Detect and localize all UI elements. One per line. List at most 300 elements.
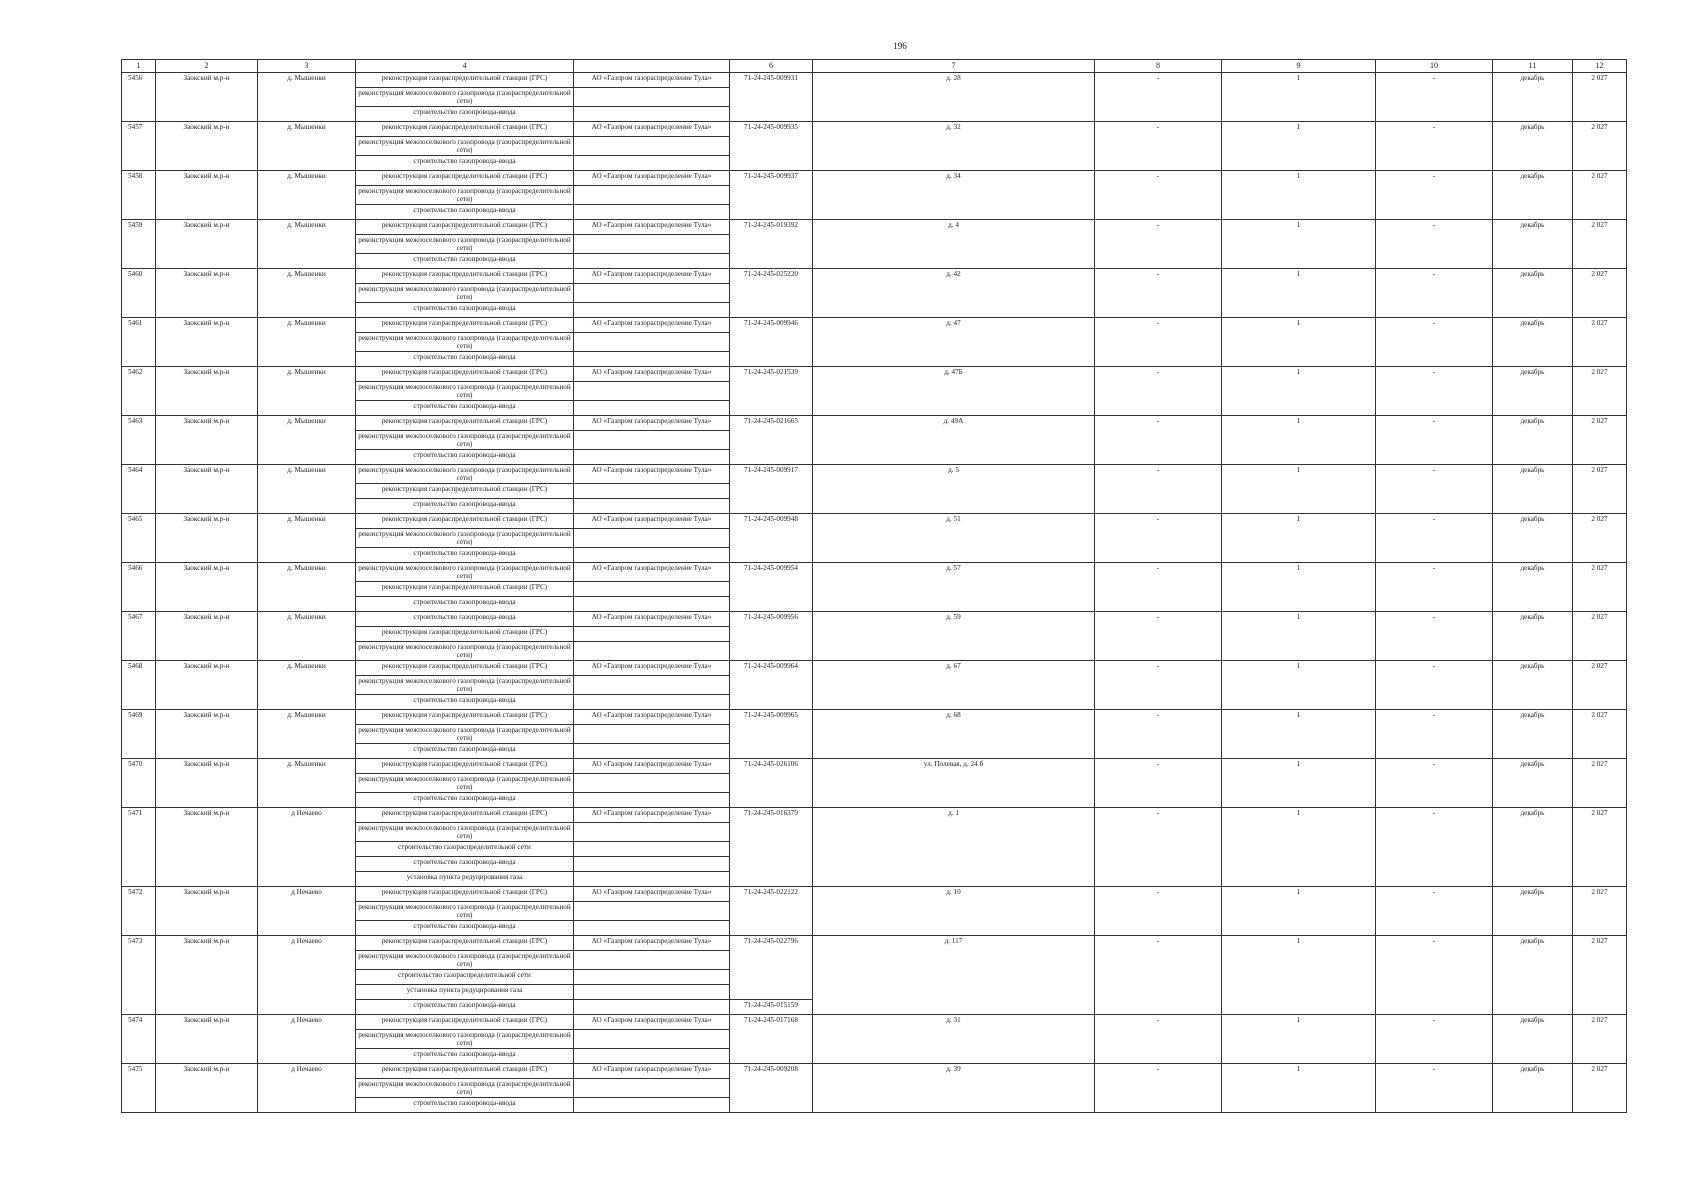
work-type-cell: строительство газопровода-ввода [356,921,574,936]
column-10-cell: - [1376,612,1493,661]
year-cell: 2 027 [1573,465,1627,514]
column-9-cell: 1 [1222,220,1376,269]
organization-cell [574,431,730,450]
row-number: 5456 [122,73,156,122]
row-number: 5468 [122,661,156,710]
address-cell: д. 68 [813,710,1095,759]
organization-cell [574,284,730,303]
organization-cell [574,627,730,642]
organization-cell: АО «Газпром газораспределение Тула» [574,122,730,137]
column-8-cell: - [1095,220,1222,269]
column-10-cell: - [1376,563,1493,612]
row-number: 5463 [122,416,156,465]
address-cell: д. 34 [813,171,1095,220]
work-type-cell: реконструкция газораспределительной станции (ГРС) [356,710,574,725]
work-type-cell: реконструкция межпоселкового газопровода (газораспределительной сети) [356,563,574,582]
year-cell: 2 027 [1573,759,1627,808]
organization-cell [574,744,730,759]
row-number: 5475 [122,1064,156,1113]
work-type-cell: реконструкция газораспределительной станции (ГРС) [356,759,574,774]
year-cell: 2 027 [1573,710,1627,759]
column-8-cell: - [1095,367,1222,416]
organization-cell [574,205,730,220]
application-id-cell: 71-24-245-009937 [730,171,813,220]
application-id-cell: 71-24-245-009946 [730,318,813,367]
row-number: 5459 [122,220,156,269]
year-cell: 2 027 [1573,514,1627,563]
work-type-cell: реконструкция газораспределительной станции (ГРС) [356,220,574,235]
row-number: 5464 [122,465,156,514]
work-type-cell: строительство газопровода-ввода [356,1098,574,1113]
application-id-cell: 71-24-245-026106 [730,759,813,808]
month-cell: декабрь [1493,269,1573,318]
district-cell: Заокский м.р-н [156,220,258,269]
locality-cell: д. Мышенки [258,122,356,171]
column-9-cell: 1 [1222,122,1376,171]
organization-cell [574,823,730,842]
column-8-cell: - [1095,416,1222,465]
month-cell: декабрь [1493,514,1573,563]
organization-cell: АО «Газпром газораспределение Тула» [574,1015,730,1030]
organization-cell [574,902,730,921]
organization-cell [574,872,730,887]
table-row [122,416,1627,431]
work-type-cell: реконструкция газораспределительной станции (ГРС) [356,416,574,431]
work-type-cell: реконструкция межпоселкового газопровода (газораспределительной сети) [356,902,574,921]
year-cell: 2 027 [1573,269,1627,318]
year-cell: 2 027 [1573,122,1627,171]
work-type-cell: реконструкция газораспределительной станции (ГРС) [356,484,574,499]
organization-cell [574,842,730,857]
district-cell: Заокский м.р-н [156,465,258,514]
district-cell: Заокский м.р-н [156,612,258,661]
organization-cell [574,725,730,744]
work-type-cell: строительство газопровода-ввода [356,695,574,710]
work-type-cell: реконструкция межпоселкового газопровода (газораспределительной сети) [356,725,574,744]
column-8-cell: - [1095,1015,1222,1064]
work-type-cell: строительство газопровода-ввода [356,612,574,627]
month-cell: декабрь [1493,318,1573,367]
organization-cell [574,1049,730,1064]
row-number: 5470 [122,759,156,808]
district-cell: Заокский м.р-н [156,416,258,465]
row-number: 5473 [122,936,156,1015]
organization-cell: АО «Газпром газораспределение Тула» [574,759,730,774]
work-type-cell: реконструкция газораспределительной станции (ГРС) [356,269,574,284]
row-number: 5474 [122,1015,156,1064]
organization-cell [574,857,730,872]
table-row [122,808,1627,823]
district-cell: Заокский м.р-н [156,563,258,612]
work-type-cell: реконструкция межпоселкового газопровода (газораспределительной сети) [356,235,574,254]
year-cell: 2 027 [1573,220,1627,269]
work-type-cell: реконструкция межпоселкового газопровода (газораспределительной сети) [356,284,574,303]
table-row [122,1064,1627,1079]
header-cell: 10 [1376,60,1493,73]
organization-cell: АО «Газпром газораспределение Тула» [574,416,730,431]
district-cell: Заокский м.р-н [156,759,258,808]
locality-cell: д. Мышенки [258,73,356,122]
work-type-cell: реконструкция межпоселкового газопровода (газораспределительной сети) [356,382,574,401]
organization-cell [574,484,730,499]
work-type-cell: строительство газопровода-ввода [356,401,574,416]
organization-cell [574,529,730,548]
organization-cell [574,333,730,352]
column-9-cell: 1 [1222,367,1376,416]
district-cell: Заокский м.р-н [156,73,258,122]
organization-cell [574,676,730,695]
column-9-cell: 1 [1222,514,1376,563]
locality-cell: д. Мышенки [258,759,356,808]
work-type-cell: строительство газопровода-ввода [356,793,574,808]
locality-cell: д. Мышенки [258,563,356,612]
work-type-cell: реконструкция межпоселкового газопровода (газораспределительной сети) [356,431,574,450]
column-9-cell: 1 [1222,269,1376,318]
locality-cell: д. Мышенки [258,220,356,269]
column-10-cell: - [1376,122,1493,171]
work-type-cell: реконструкция межпоселкового газопровода (газораспределительной сети) [356,137,574,156]
column-10-cell: - [1376,465,1493,514]
column-8-cell: - [1095,73,1222,122]
work-type-cell: реконструкция газораспределительной станции (ГРС) [356,122,574,137]
column-8-cell: - [1095,171,1222,220]
organization-cell [574,970,730,985]
row-number: 5472 [122,887,156,936]
organization-cell [574,88,730,107]
month-cell: декабрь [1493,1015,1573,1064]
column-9-cell: 1 [1222,808,1376,887]
locality-cell: д. Мышенки [258,269,356,318]
header-row [122,60,1627,73]
locality-cell: д. Мышенки [258,710,356,759]
work-type-cell: реконструкция газораспределительной станции (ГРС) [356,808,574,823]
application-id-cell: 71-24-245-009956 [730,612,813,661]
locality-cell: д Нечаево [258,1015,356,1064]
column-9-cell: 1 [1222,710,1376,759]
work-type-cell: реконструкция межпоселкового газопровода (газораспределительной сети) [356,529,574,548]
locality-cell: д. Мышенки [258,171,356,220]
year-cell: 2 027 [1573,661,1627,710]
column-8-cell: - [1095,710,1222,759]
organization-cell: АО «Газпром газораспределение Тула» [574,171,730,186]
address-cell: ул. Полевая, д. 24 б [813,759,1095,808]
column-8-cell: - [1095,887,1222,936]
work-type-cell: реконструкция межпоселкового газопровода (газораспределительной сети) [356,676,574,695]
work-type-cell: реконструкция межпоселкового газопровода (газораспределительной сети) [356,823,574,842]
locality-cell: д. Мышенки [258,661,356,710]
work-type-cell: строительство газопровода-ввода [356,450,574,465]
address-cell: д. 4 [813,220,1095,269]
column-10-cell: - [1376,1015,1493,1064]
organization-cell [574,695,730,710]
month-cell: декабрь [1493,808,1573,887]
work-type-cell: реконструкция межпоселкового газопровода (газораспределительной сети) [356,951,574,970]
column-10-cell: - [1376,936,1493,1015]
application-id-cell: 71-24-245-009964 [730,661,813,710]
organization-cell [574,793,730,808]
work-type-cell: строительство газопровода-ввода [356,1000,574,1015]
work-type-cell: реконструкция газораспределительной станции (ГРС) [356,936,574,951]
table-row [122,759,1627,774]
register-table [121,59,1627,1113]
work-type-cell: строительство газопровода-ввода [356,744,574,759]
application-id-cell: 71-24-245-009965 [730,710,813,759]
row-number: 5467 [122,612,156,661]
column-9-cell: 1 [1222,465,1376,514]
organization-cell [574,303,730,318]
address-cell: д. 67 [813,661,1095,710]
locality-cell: д. Мышенки [258,318,356,367]
work-type-cell: строительство газопровода-ввода [356,107,574,122]
application-id-cell: 71-24-245-019392 [730,220,813,269]
table-row [122,936,1627,951]
application-id-cell: 71-24-245-009954 [730,563,813,612]
column-10-cell: - [1376,887,1493,936]
organization-cell [574,137,730,156]
work-type-cell: реконструкция межпоселкового газопровода (газораспределительной сети) [356,1030,574,1049]
table-row [122,661,1627,676]
month-cell: декабрь [1493,220,1573,269]
organization-cell [574,1079,730,1098]
organization-cell [574,254,730,269]
header-cell: 11 [1493,60,1573,73]
address-cell: д. 1 [813,808,1095,887]
year-cell: 2 027 [1573,612,1627,661]
header-cell [574,60,730,73]
column-8-cell: - [1095,514,1222,563]
month-cell: декабрь [1493,171,1573,220]
organization-cell [574,951,730,970]
table-row [122,1015,1627,1030]
organization-cell [574,1098,730,1113]
year-cell: 2 027 [1573,887,1627,936]
month-cell: декабрь [1493,661,1573,710]
year-cell: 2 027 [1573,416,1627,465]
locality-cell: д. Мышенки [258,416,356,465]
work-type-cell: реконструкция газораспределительной станции (ГРС) [356,661,574,676]
header-cell: 1 [122,60,156,73]
column-9-cell: 1 [1222,661,1376,710]
work-type-cell: реконструкция газораспределительной станции (ГРС) [356,73,574,88]
table-row [122,612,1627,627]
organization-cell [574,921,730,936]
organization-cell: АО «Газпром газораспределение Тула» [574,269,730,284]
column-9-cell: 1 [1222,1015,1376,1064]
application-id-cell: 71-24-245-021539 [730,367,813,416]
header-cell: 3 [258,60,356,73]
column-9-cell: 1 [1222,416,1376,465]
organization-cell [574,156,730,171]
column-8-cell: - [1095,318,1222,367]
column-8-cell: - [1095,1064,1222,1113]
month-cell: декабрь [1493,887,1573,936]
work-type-cell: строительство газопровода-ввода [356,156,574,171]
column-8-cell: - [1095,269,1222,318]
organization-cell: АО «Газпром газораспределение Тула» [574,465,730,484]
column-9-cell: 1 [1222,936,1376,1015]
month-cell: декабрь [1493,73,1573,122]
work-type-cell: строительство газопровода-ввода [356,303,574,318]
address-cell: д. 5 [813,465,1095,514]
column-10-cell: - [1376,171,1493,220]
column-10-cell: - [1376,73,1493,122]
organization-cell: АО «Газпром газораспределение Тула» [574,887,730,902]
row-number: 5465 [122,514,156,563]
organization-cell: АО «Газпром газораспределение Тула» [574,367,730,382]
column-9-cell: 1 [1222,759,1376,808]
work-type-cell: реконструкция газораспределительной станции (ГРС) [356,582,574,597]
application-id-cell: 71-24-245-009917 [730,465,813,514]
column-8-cell: - [1095,563,1222,612]
column-9-cell: 1 [1222,318,1376,367]
row-number: 5466 [122,563,156,612]
row-number: 5462 [122,367,156,416]
work-type-cell: строительство газопровода-ввода [356,548,574,563]
work-type-cell: реконструкция газораспределительной станции (ГРС) [356,627,574,642]
month-cell: декабрь [1493,710,1573,759]
column-10-cell: - [1376,759,1493,808]
district-cell: Заокский м.р-н [156,122,258,171]
work-type-cell: реконструкция межпоселкового газопровода (газораспределительной сети) [356,774,574,793]
work-type-cell: реконструкция газораспределительной станции (ГРС) [356,514,574,529]
organization-cell [574,401,730,416]
application-id-cell: 71-24-245-009935 [730,122,813,171]
column-10-cell: - [1376,1064,1493,1113]
address-cell: д. 47 [813,318,1095,367]
organization-cell: АО «Газпром газораспределение Тула» [574,710,730,725]
organization-cell [574,352,730,367]
column-9-cell: 1 [1222,1064,1376,1113]
year-cell: 2 027 [1573,367,1627,416]
application-id-cell: 71-24-245-009208 [730,1064,813,1113]
application-id-cell: 71-24-245-009931 [730,73,813,122]
locality-cell: д. Мышенки [258,612,356,661]
address-cell: д. 42 [813,269,1095,318]
row-number: 5460 [122,269,156,318]
address-cell: д. 59 [813,612,1095,661]
district-cell: Заокский м.р-н [156,171,258,220]
year-cell: 2 027 [1573,563,1627,612]
month-cell: декабрь [1493,759,1573,808]
column-10-cell: - [1376,416,1493,465]
address-cell: д. 47Б [813,367,1095,416]
column-8-cell: - [1095,759,1222,808]
address-cell: д. 49А [813,416,1095,465]
work-type-cell: установка пункта редуцирования газа [356,985,574,1000]
row-number: 5457 [122,122,156,171]
district-cell: Заокский м.р-н [156,936,258,1015]
work-type-cell: реконструкция межпоселкового газопровода (газораспределительной сети) [356,1079,574,1098]
address-cell: д. 32 [813,122,1095,171]
work-type-cell: реконструкция газораспределительной станции (ГРС) [356,1064,574,1079]
work-type-cell: реконструкция газораспределительной станции (ГРС) [356,887,574,902]
organization-cell: АО «Газпром газораспределение Тула» [574,563,730,582]
organization-cell: АО «Газпром газораспределение Тула» [574,661,730,676]
column-9-cell: 1 [1222,563,1376,612]
page-number: 196 [893,41,907,51]
address-cell: д. 39 [813,1064,1095,1113]
organization-cell: АО «Газпром газораспределение Тула» [574,612,730,627]
district-cell: Заокский м.р-н [156,367,258,416]
district-cell: Заокский м.р-н [156,661,258,710]
work-type-cell: строительство газораспределительной сети [356,970,574,985]
work-type-cell: реконструкция межпоселкового газопровода (газораспределительной сети) [356,333,574,352]
table-row [122,887,1627,902]
application-id-cell: 71-24-245-017168 [730,1015,813,1064]
work-type-cell: реконструкция газораспределительной станции (ГРС) [356,318,574,333]
work-type-cell: строительство газопровода-ввода [356,499,574,514]
column-9-cell: 1 [1222,612,1376,661]
work-type-cell: реконструкция межпоселкового газопровода (газораспределительной сети) [356,186,574,205]
application-id-cell: 71-24-245-016379 [730,808,813,887]
organization-cell [574,235,730,254]
column-10-cell: - [1376,808,1493,887]
address-cell: д. 51 [813,514,1095,563]
district-cell: Заокский м.р-н [156,1015,258,1064]
organization-cell: АО «Газпром газораспределение Тула» [574,936,730,951]
organization-cell [574,1000,730,1015]
locality-cell: д. Мышенки [258,514,356,563]
organization-cell [574,107,730,122]
work-type-cell: установка пункта редуцирования газа [356,872,574,887]
district-cell: Заокский м.р-н [156,808,258,887]
month-cell: декабрь [1493,122,1573,171]
table-row [122,465,1627,484]
year-cell: 2 027 [1573,73,1627,122]
column-10-cell: - [1376,269,1493,318]
locality-cell: д Нечаево [258,887,356,936]
district-cell: Заокский м.р-н [156,710,258,759]
column-10-cell: - [1376,318,1493,367]
application-id-cell: 71-24-245-009948 [730,514,813,563]
column-10-cell: - [1376,710,1493,759]
table-row [122,318,1627,333]
work-type-cell: строительство газопровода-ввода [356,205,574,220]
table-row [122,220,1627,235]
table-row [122,710,1627,725]
row-number: 5471 [122,808,156,887]
row-number: 5461 [122,318,156,367]
year-cell: 2 027 [1573,936,1627,1015]
year-cell: 2 027 [1573,1064,1627,1113]
locality-cell: д Нечаево [258,808,356,887]
organization-cell [574,774,730,793]
organization-cell [574,985,730,1000]
organization-cell: АО «Газпром газораспределение Тула» [574,1064,730,1079]
column-9-cell: 1 [1222,887,1376,936]
table-row [122,563,1627,582]
work-type-cell: строительство газопровода-ввода [356,254,574,269]
month-cell: декабрь [1493,1064,1573,1113]
address-cell: д. 31 [813,1015,1095,1064]
column-10-cell: - [1376,220,1493,269]
application-id-cell: 71-24-245-025220 [730,269,813,318]
header-cell: 12 [1573,60,1627,73]
month-cell: декабрь [1493,367,1573,416]
work-type-cell: строительство газопровода-ввода [356,857,574,872]
work-type-cell: строительство газопровода-ввода [356,352,574,367]
table-row [122,367,1627,382]
district-cell: Заокский м.р-н [156,887,258,936]
district-cell: Заокский м.р-н [156,1064,258,1113]
header-cell: 9 [1222,60,1376,73]
address-cell: д. 28 [813,73,1095,122]
organization-cell [574,450,730,465]
work-type-cell: строительство газопровода-ввода [356,597,574,612]
year-cell: 2 027 [1573,171,1627,220]
column-10-cell: - [1376,367,1493,416]
column-8-cell: - [1095,465,1222,514]
